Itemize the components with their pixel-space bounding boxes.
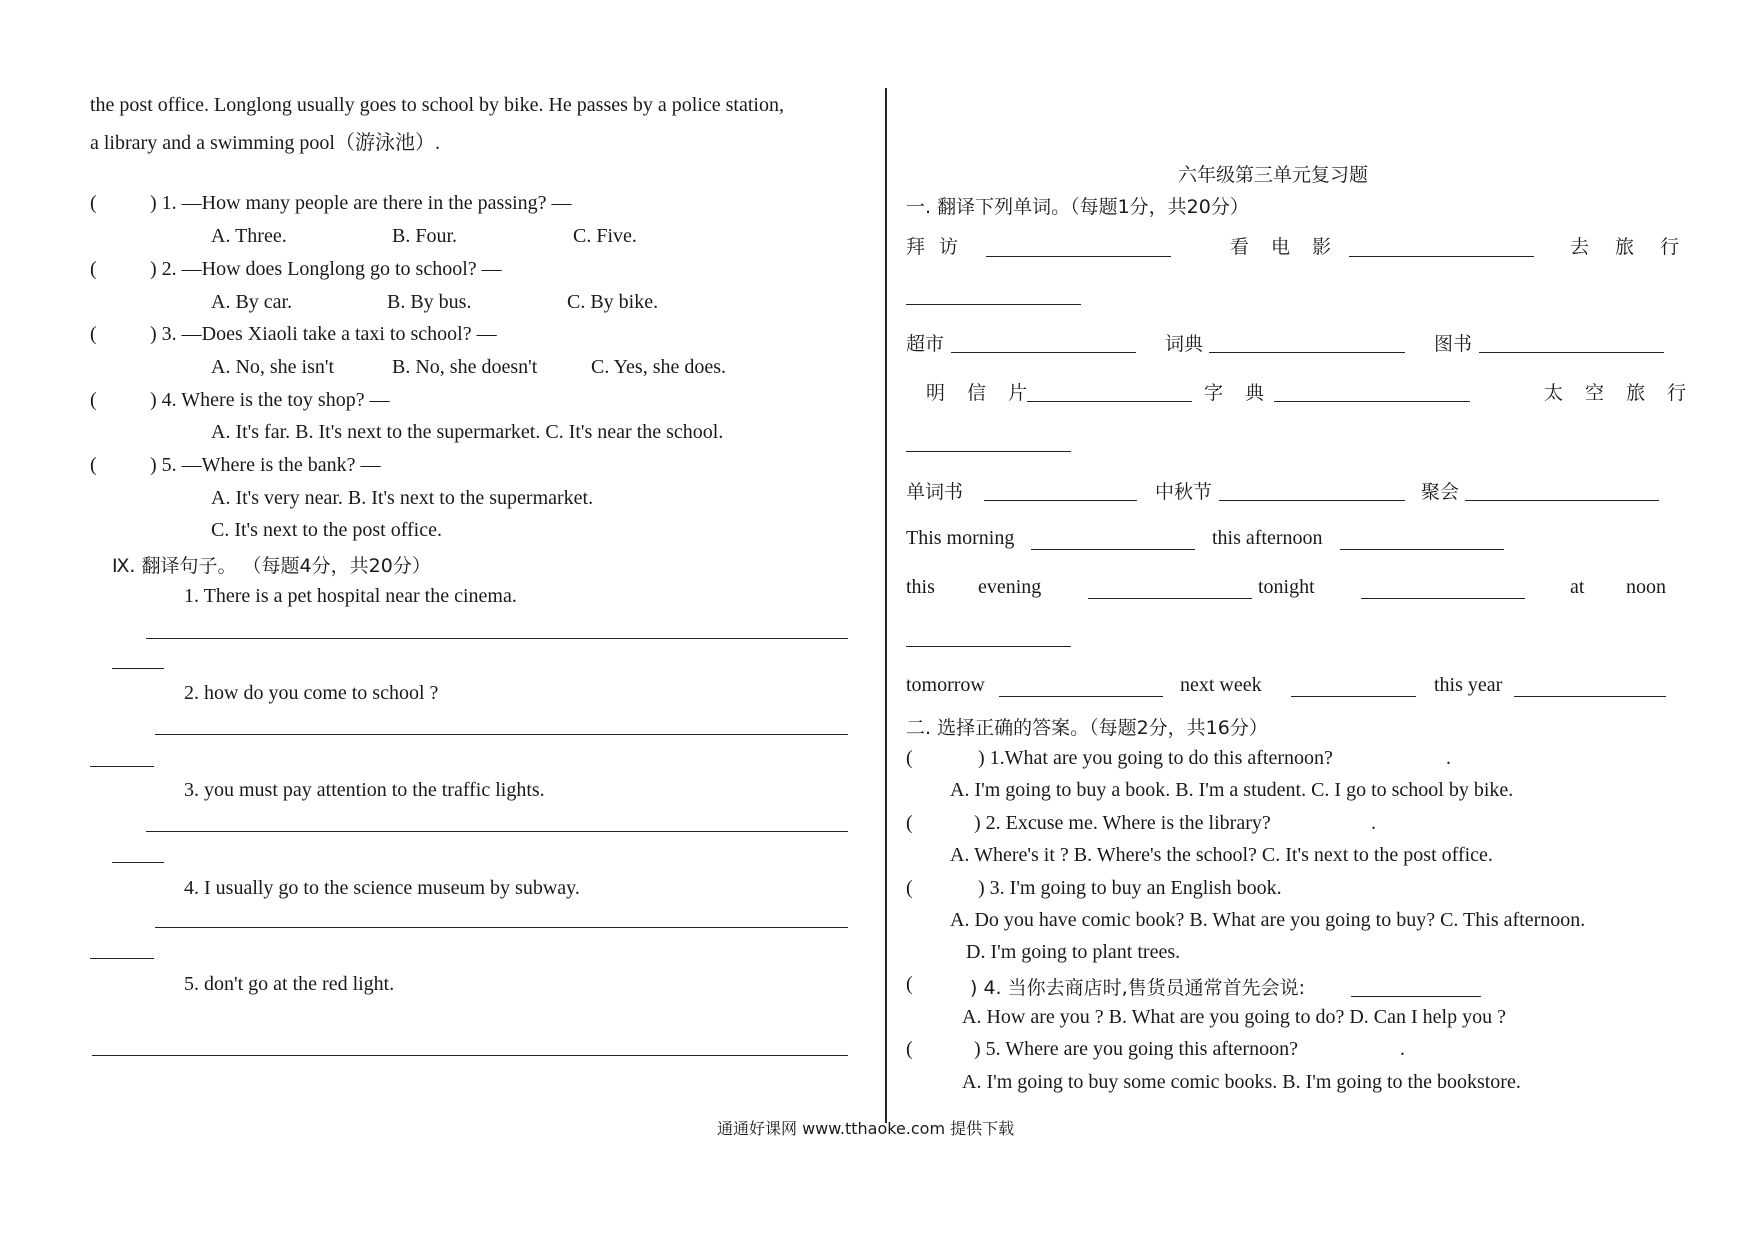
question-paren: ( [90, 323, 97, 345]
option-b: B. By bus. [387, 291, 472, 313]
option-b: B. Four. [392, 225, 458, 247]
question-text: ) 1. —How many people are there in the passing? — [150, 192, 572, 214]
word-prompt: tonight [1258, 576, 1315, 598]
answer-line [92, 1055, 848, 1056]
question-text: ) 3. —Does Xiaoli take a taxi to school? — [150, 323, 497, 345]
passage-line-2: a library and a swimming pool（游泳池）. [90, 132, 440, 154]
options-line: A. How are you ? B. What are you going to do? D. Can I help you ? [962, 1006, 1506, 1028]
option-a: A. Three. [211, 225, 287, 247]
passage-line-1: the post office. Longlong usually goes to school by bike. He passes by a police station, [90, 94, 784, 116]
question-paren: ( [906, 973, 913, 995]
word-blank [1479, 352, 1664, 353]
word-blank [906, 646, 1071, 647]
word-blank [1088, 598, 1252, 599]
word-prompt: 太 空 旅 行 [1544, 382, 1695, 404]
question-text: ) 5. —Where is the bank? — [150, 454, 381, 476]
word-blank [1219, 500, 1405, 501]
word-prompt: 拜 访 [906, 236, 963, 258]
word-prompt: this year [1434, 674, 1503, 696]
word-prompt: 词典 [1165, 333, 1204, 355]
word-prompt: 图书 [1434, 333, 1473, 355]
question-tail: . [1400, 1038, 1405, 1060]
options-line: C. It's next to the post office. [211, 519, 442, 541]
word-blank [906, 304, 1081, 305]
footer-credit: 通通好课网 www.tthaoke.com 提供下载 [717, 1119, 1015, 1138]
options-line: A. It's far. B. It's next to the supermarket. C. It's near the school. [211, 421, 724, 443]
options-line: A. It's very near. B. It's next to the supermarket. [211, 487, 594, 509]
question-paren: ( [906, 747, 913, 769]
options-line: A. I'm going to buy a book. B. I'm a student. C. I go to school by bike. [950, 779, 1514, 801]
word-prompt: at [1570, 576, 1585, 598]
question-paren: ( [906, 877, 913, 899]
question-paren: ( [906, 812, 913, 834]
word-blank [1027, 401, 1192, 402]
options-line: A. I'm going to buy some comic books. B. I'm going to the bookstore. [962, 1071, 1521, 1093]
word-blank [1340, 549, 1504, 550]
sentence: 4. I usually go to the science museum by subway. [184, 877, 580, 899]
word-prompt: This morning [906, 527, 1015, 549]
sentence: 3. you must pay attention to the traffic lights. [184, 779, 545, 801]
column-divider [885, 88, 887, 1123]
question-paren: ( [90, 454, 97, 476]
question-text: ) 5. Where are you going this afternoon? [974, 1038, 1298, 1060]
option-c: C. Yes, she does. [591, 356, 727, 378]
page-title: 六年级第三单元复习题 [1178, 164, 1369, 186]
word-prompt: 聚会 [1421, 481, 1460, 503]
answer-line-tail [112, 668, 164, 669]
word-prompt: next week [1180, 674, 1262, 696]
sentence: 2. how do you come to school ? [184, 682, 439, 704]
answer-line [155, 734, 848, 735]
option-c: C. Five. [573, 225, 637, 247]
sentence: 1. There is a pet hospital near the cinema. [184, 585, 517, 607]
question-tail: . [1446, 747, 1451, 769]
options-line: D. I'm going to plant trees. [966, 941, 1181, 963]
word-blank [1274, 401, 1470, 402]
word-blank [1349, 256, 1534, 257]
answer-line [146, 638, 848, 639]
word-blank [1031, 549, 1195, 550]
word-prompt: this afternoon [1212, 527, 1323, 549]
word-prompt: tomorrow [906, 674, 985, 696]
answer-line [146, 831, 848, 832]
option-a: A. By car. [211, 291, 293, 313]
word-prompt: 去 旅 行 [1570, 236, 1690, 258]
word-blank [1465, 500, 1659, 501]
option-c: C. By bike. [567, 291, 659, 313]
answer-line-tail [90, 958, 154, 959]
question-text: ) 2. —How does Longlong go to school? — [150, 258, 502, 280]
sentence: 5. don't go at the red light. [184, 973, 395, 995]
word-prompt: evening [978, 576, 1042, 598]
section-title: Ⅸ. 翻译句子。 （每题4分，共20分） [112, 555, 431, 577]
answer-line [155, 927, 848, 928]
question-text: ) 2. Excuse me. Where is the library? [974, 812, 1271, 834]
question-paren: ( [90, 258, 97, 280]
word-blank [1514, 696, 1666, 697]
question-paren: ( [90, 192, 97, 214]
answer-line-tail [112, 862, 164, 863]
answer-line-tail [90, 766, 154, 767]
word-blank [984, 500, 1137, 501]
word-prompt: 明 信 片 [926, 382, 1036, 404]
section-title: 二. 选择正确的答案。（每题2分，共16分） [906, 717, 1268, 739]
word-prompt: noon [1626, 576, 1666, 598]
word-prompt: 看 电 影 [1230, 236, 1340, 258]
option-b: B. No, she doesn't [392, 356, 538, 378]
question-paren: ( [906, 1038, 913, 1060]
word-blank [999, 696, 1163, 697]
question-text: ) 3. I'm going to buy an English book. [978, 877, 1282, 899]
word-prompt: 超市 [906, 333, 945, 355]
word-prompt: 字 典 [1204, 382, 1273, 404]
answer-blank [1351, 996, 1481, 997]
section-title: 一. 翻译下列单词。（每题1分，共20分） [906, 196, 1249, 218]
word-prompt: this [906, 576, 935, 598]
question-text: ) 4. Where is the toy shop? — [150, 389, 390, 411]
options-line: A. Where's it ? B. Where's the school? C. It's next to the post office. [950, 844, 1493, 866]
word-prompt: 单词书 [906, 481, 964, 503]
options-line: A. Do you have comic book? B. What are you going to buy? C. This afternoon. [950, 909, 1586, 931]
word-prompt: 中秋节 [1155, 481, 1213, 503]
word-blank [951, 352, 1136, 353]
question-paren: ( [90, 389, 97, 411]
word-blank [906, 451, 1071, 452]
word-blank [1209, 352, 1405, 353]
question-text: ) 1.What are you going to do this afternoon? [978, 747, 1333, 769]
option-a: A. No, she isn't [211, 356, 335, 378]
question-text: ) 4. 当你去商店时,售货员通常首先会说: [970, 977, 1306, 999]
word-blank [1291, 696, 1416, 697]
word-blank [986, 256, 1171, 257]
question-tail: . [1371, 812, 1376, 834]
word-blank [1361, 598, 1525, 599]
